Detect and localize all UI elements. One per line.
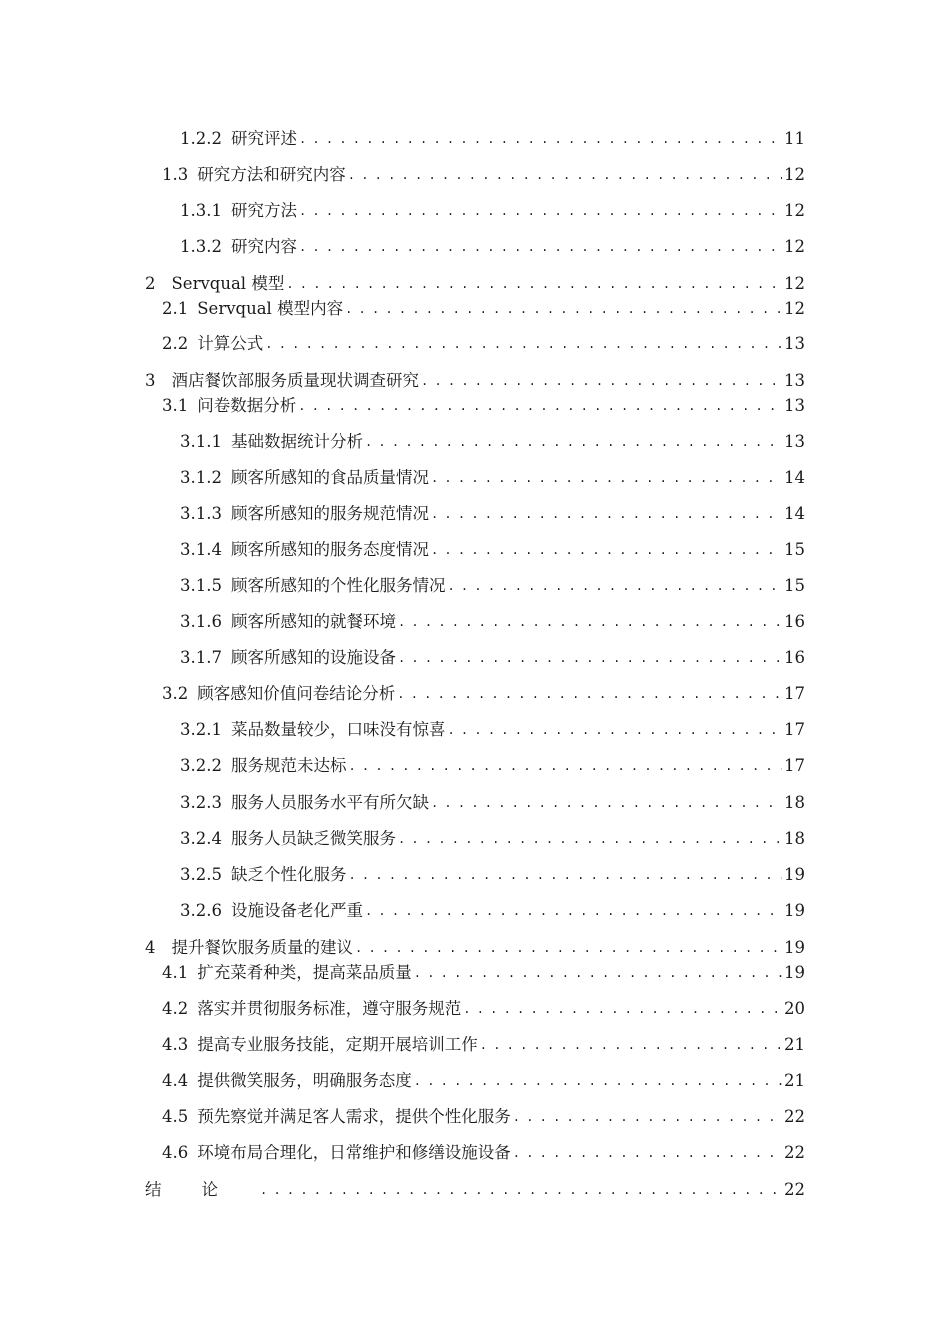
toc-entry-number: 2: [145, 274, 156, 293]
toc-entry-page-number: 22: [784, 1180, 805, 1199]
toc-entry[interactable]: [145, 936, 805, 960]
toc-entry-number: 3.1.3: [180, 504, 222, 523]
toc-dot-leader: [348, 163, 782, 187]
toc-dot-leader: [447, 718, 782, 742]
toc-entry-page-number: 15: [784, 576, 805, 595]
toc-dot-leader: [431, 466, 782, 490]
toc-dot-leader: [431, 791, 782, 815]
toc-entry-title: 服务人员服务水平有所欠缺: [230, 793, 429, 812]
toc-entry-title: 酒店餐饮部服务质量现状调查研究: [171, 371, 419, 390]
toc-entry[interactable]: [162, 682, 805, 706]
toc-entry-page-number: 19: [784, 865, 805, 884]
toc-entry[interactable]: [180, 718, 805, 742]
toc-entry-page-number: 12: [784, 237, 805, 256]
toc-entry-page-number: 14: [784, 468, 805, 487]
toc-entry[interactable]: [180, 538, 805, 562]
toc-entry[interactable]: [180, 646, 805, 670]
toc-entry-number: 1.3.2: [180, 237, 222, 256]
toc-dot-leader: [260, 1178, 782, 1202]
toc-entry-title: 环境布局合理化，日常维护和修缮设施设备: [197, 1143, 511, 1162]
toc-entry-number: 3.2.6: [180, 901, 222, 920]
toc-dot-leader: [365, 430, 782, 454]
toc-entry-number: 4: [145, 938, 156, 957]
toc-dot-leader: [447, 574, 782, 598]
toc-entry-page-number: 21: [784, 1035, 805, 1054]
toc-entry-page-number: 19: [784, 901, 805, 920]
toc-dot-leader: [414, 1069, 782, 1093]
toc-dot-leader: [355, 936, 782, 960]
toc-entry-title: 顾客感知价值问卷结论分析: [197, 684, 396, 703]
toc-dot-leader: [513, 1141, 782, 1165]
toc-dot-leader: [299, 235, 782, 259]
toc-entry-title: 预先察觉并满足客人需求，提供个性化服务: [197, 1107, 511, 1126]
toc-entry-title: 提高专业服务技能，定期开展培训工作: [197, 1035, 478, 1054]
toc-dot-leader: [299, 127, 782, 151]
toc-entry-number: 3.2.5: [180, 865, 222, 884]
toc-entry-title: 服务规范未达标: [230, 756, 347, 775]
toc-entry-number: 1.2.2: [180, 129, 222, 148]
toc-entry[interactable]: [162, 961, 805, 985]
toc-entry-page-number: 20: [784, 999, 805, 1018]
toc-entry-page-number: 12: [784, 165, 805, 184]
toc-dot-leader: [398, 827, 782, 851]
toc-entry-title: 研究内容: [230, 237, 297, 256]
toc-entry-title: 基础数据统计分析: [230, 432, 363, 451]
toc-entry-title: Servqual 模型: [171, 274, 285, 293]
toc-entry-number: 2.1: [162, 299, 189, 318]
toc-entry-page-number: 12: [784, 299, 805, 318]
toc-entry[interactable]: [180, 791, 805, 815]
toc-entry-number: 4.5: [162, 1107, 189, 1126]
toc-dot-leader: [421, 369, 782, 393]
toc-entry[interactable]: [180, 502, 805, 526]
toc-entry[interactable]: [162, 1141, 805, 1165]
toc-dot-leader: [463, 997, 782, 1021]
toc-entry[interactable]: [180, 899, 805, 923]
toc-entry-number: 3.2.4: [180, 829, 222, 848]
toc-entry-title: 提供微笑服务，明确服务态度: [197, 1071, 412, 1090]
toc-entry-number: 4.2: [162, 999, 189, 1018]
toc-entry[interactable]: [162, 1069, 805, 1093]
toc-entry-number: 3.1.1: [180, 432, 222, 451]
toc-dot-leader: [348, 754, 782, 778]
toc-entry-title: 计算公式: [197, 334, 264, 353]
toc-entry-number: 4.6: [162, 1143, 189, 1162]
toc-entry-title: 研究方法和研究内容: [197, 165, 346, 184]
toc-entry-page-number: 16: [784, 612, 805, 631]
toc-entry-title: 设施设备老化严重: [230, 901, 363, 920]
toc-entry-page-number: 16: [784, 648, 805, 667]
toc-entry-page-number: 14: [784, 504, 805, 523]
toc-dot-leader: [398, 646, 782, 670]
toc-entry-title: 顾客所感知的服务规范情况: [230, 504, 429, 523]
toc-entry-number: 1.3.1: [180, 201, 222, 220]
toc-dot-leader: [480, 1033, 782, 1057]
toc-entry-page-number: 17: [784, 684, 805, 703]
toc-entry[interactable]: [162, 332, 805, 356]
toc-entry-page-number: 12: [784, 201, 805, 220]
toc-entry-title: 落实并贯彻服务标准，遵守服务规范: [197, 999, 462, 1018]
toc-entry-title: 问卷数据分析: [197, 396, 297, 415]
toc-entry-title: 扩充菜肴种类，提高菜品质量: [197, 963, 412, 982]
toc-entry-title: 顾客所感知的食品质量情况: [230, 468, 429, 487]
toc-entry-number: 1.3: [162, 165, 189, 184]
toc-entry-number: 4.4: [162, 1071, 189, 1090]
toc-entry-page-number: 19: [784, 963, 805, 982]
toc-dot-leader: [431, 502, 782, 526]
toc-entry-page-number: 12: [784, 274, 805, 293]
toc-entry[interactable]: [145, 1178, 805, 1202]
toc-entry-number: 3.2: [162, 684, 189, 703]
toc-entry-number: 3.1: [162, 396, 189, 415]
toc-entry[interactable]: [180, 574, 805, 598]
toc-entry-number: 3.2.2: [180, 756, 222, 775]
toc-entry[interactable]: [162, 997, 805, 1021]
toc-entry[interactable]: [162, 297, 805, 321]
toc-entry-page-number: 15: [784, 540, 805, 559]
toc-entry-title: 研究评述: [230, 129, 297, 148]
toc-entry-page-number: 22: [784, 1107, 805, 1126]
toc-entry-page-number: 22: [784, 1143, 805, 1162]
toc-entry[interactable]: [180, 863, 805, 887]
toc-dot-leader: [299, 199, 782, 223]
toc-entry-number: 4.1: [162, 963, 189, 982]
toc-dot-leader: [348, 863, 782, 887]
toc-entry-page-number: 17: [784, 756, 805, 775]
toc-entry-title: Servqual 模型内容: [197, 299, 344, 318]
toc-dot-leader: [298, 394, 782, 418]
toc-dot-leader: [265, 332, 782, 356]
toc-dot-leader: [431, 538, 782, 562]
toc-entry-page-number: 11: [784, 129, 805, 148]
toc-dot-leader: [513, 1105, 782, 1129]
toc-entry-page-number: 13: [784, 334, 805, 353]
toc-entry-page-number: 18: [784, 829, 805, 848]
toc-entry-title: 缺乏个性化服务: [230, 865, 347, 884]
toc-dot-leader: [286, 272, 782, 296]
toc-entry-number: 3.2.1: [180, 720, 222, 739]
toc-entry-page-number: 13: [784, 396, 805, 415]
toc-entry-number: 3.1.2: [180, 468, 222, 487]
toc-entry[interactable]: [180, 127, 805, 151]
toc-entry-title: 提升餐饮服务质量的建议: [171, 938, 353, 957]
toc-entry-number: 3.1.6: [180, 612, 222, 631]
toc-entry-page-number: 21: [784, 1071, 805, 1090]
toc-entry-page-number: 13: [784, 432, 805, 451]
toc-entry-title: 菜品数量较少，口味没有惊喜: [230, 720, 446, 739]
toc-entry[interactable]: [180, 466, 805, 490]
toc-entry-number: 3.2.3: [180, 793, 222, 812]
toc-entry-title: 顾客所感知的服务态度情况: [230, 540, 429, 559]
toc-entry-number: 3.1.5: [180, 576, 222, 595]
toc-entry-title: 结论: [145, 1180, 258, 1199]
toc-entry-number: 2.2: [162, 334, 189, 353]
toc-dot-leader: [345, 297, 782, 321]
toc-dot-leader: [398, 610, 782, 634]
toc-entry[interactable]: [180, 430, 805, 454]
toc-entry-number: 3.1.4: [180, 540, 222, 559]
toc-entry-title: 顾客所感知的就餐环境: [230, 612, 396, 631]
toc-entry[interactable]: [162, 1033, 805, 1057]
toc-entry-number: 3.1.7: [180, 648, 222, 667]
toc-entry[interactable]: [145, 369, 805, 393]
toc-entry-title: 服务人员缺乏微笑服务: [230, 829, 396, 848]
toc-entry-title: 顾客所感知的个性化服务情况: [230, 576, 446, 595]
toc-entry[interactable]: [180, 235, 805, 259]
toc-entry-number: 4.3: [162, 1035, 189, 1054]
toc-entry[interactable]: [162, 1105, 805, 1129]
toc-entry[interactable]: [180, 827, 805, 851]
toc-dot-leader: [397, 682, 782, 706]
toc-dot-leader: [365, 899, 782, 923]
toc-entry-page-number: 13: [784, 371, 805, 390]
toc-entry[interactable]: [162, 394, 805, 418]
toc-entry-title: 顾客所感知的设施设备: [230, 648, 396, 667]
toc-entry-title: 研究方法: [230, 201, 297, 220]
toc-entry[interactable]: [162, 163, 805, 187]
toc-entry[interactable]: [180, 754, 805, 778]
toc-entry[interactable]: [145, 272, 805, 296]
toc-entry[interactable]: [180, 199, 805, 223]
toc-entry-page-number: 19: [784, 938, 805, 957]
toc-entry-page-number: 17: [784, 720, 805, 739]
toc-entry-page-number: 18: [784, 793, 805, 812]
toc-entry[interactable]: [180, 610, 805, 634]
toc-entry-number: 3: [145, 371, 156, 390]
toc-dot-leader: [414, 961, 782, 985]
